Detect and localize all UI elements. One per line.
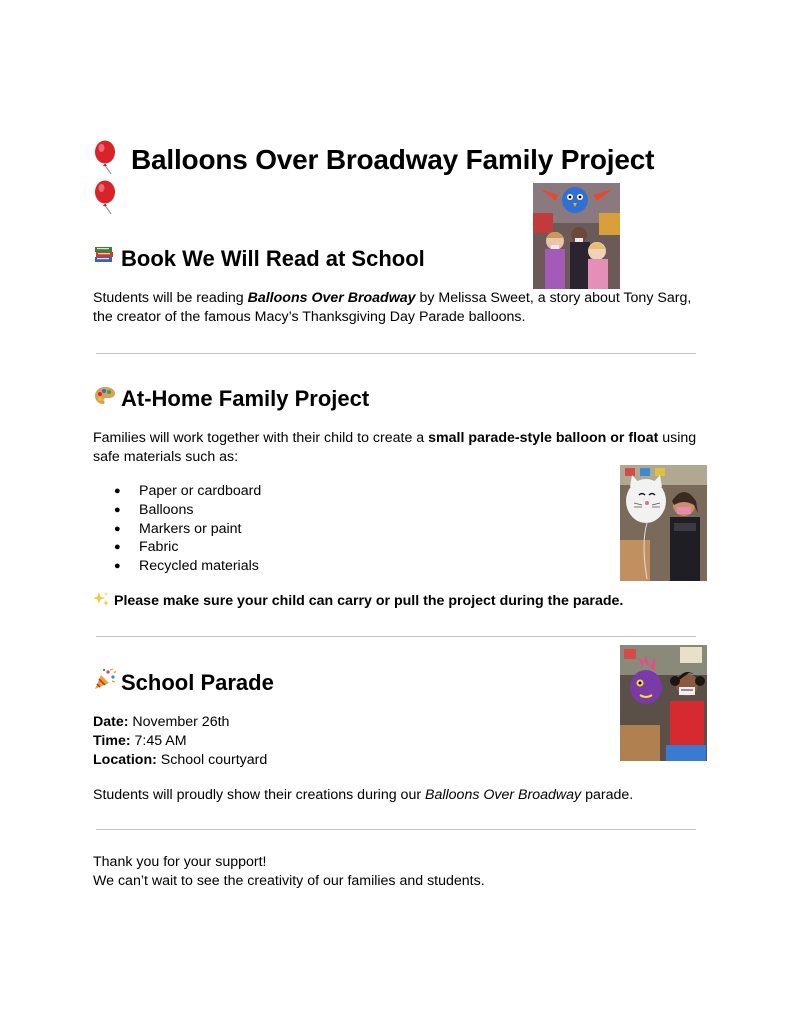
sparkles-icon — [92, 591, 110, 607]
list-item: ● Markers or paint — [114, 520, 261, 539]
photo-child-cat-balloon — [620, 465, 707, 581]
party-popper-icon — [93, 668, 117, 690]
photo-children-bird-balloon — [533, 183, 620, 289]
divider — [96, 636, 696, 637]
parade-time: Time: 7:45 AM — [93, 733, 187, 749]
materials-list — [114, 482, 261, 576]
section-heading-book: Book We Will Read at School — [121, 246, 425, 271]
list-item: ● Fabric — [114, 538, 261, 557]
book-title: Balloons Over Broadway — [247, 290, 416, 306]
parade-closing: Students will proudly show their creations during our Balloons Over Broadway parade. — [93, 787, 634, 803]
footer-line-1: Thank you for your support! — [93, 854, 267, 870]
parade-location: Location: School courtyard — [93, 752, 268, 768]
books-icon — [94, 246, 114, 264]
divider — [96, 353, 696, 354]
list-item: ● Paper or cardboard — [114, 482, 261, 501]
project-note: Please make sure your child can carry or pull the project during the parade. — [114, 593, 624, 609]
list-item: ● Recycled materials — [114, 557, 261, 576]
book-description: Students will be reading Balloons Over Broadway by Melissa Sweet, a story about Tony Sarg, the creator of the famous Macy’s Thanksgiving Day Parade balloons. — [93, 290, 692, 325]
project-intro: Families will work together with their child to create a small parade-style balloon or float using safe materials such as: — [93, 430, 697, 465]
parade-details — [93, 713, 267, 770]
balloon-icon — [94, 140, 120, 174]
footer-line-2: We can’t wait to see the creativity of our families and students. — [93, 873, 485, 889]
section-heading-parade: School Parade — [121, 670, 274, 695]
list-item: ● Balloons — [114, 501, 261, 520]
page-title: Balloons Over Broadway Family Project — [131, 144, 655, 175]
parade-date: Date: November 26th — [93, 714, 230, 730]
balloon-icon — [94, 180, 120, 214]
footer-thanks — [93, 853, 485, 891]
divider — [96, 829, 696, 830]
photo-child-purple-balloon — [620, 645, 707, 761]
section-heading-project: At-Home Family Project — [121, 386, 370, 411]
palette-icon — [94, 386, 116, 406]
